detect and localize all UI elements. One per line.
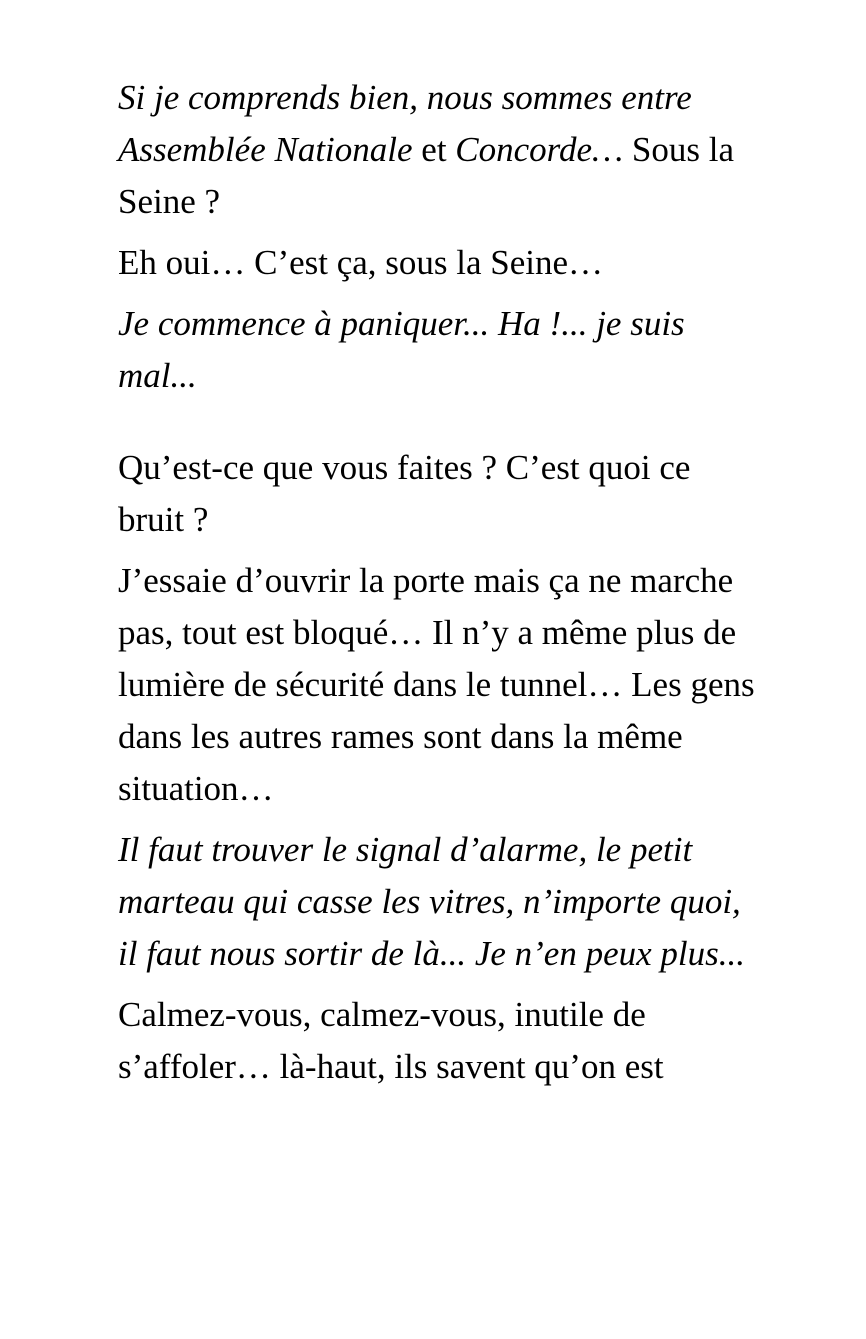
paragraph-2 — [118, 237, 758, 289]
text-segment: Calmez-vous, calmez-vous, inutile de s’affoler… là-haut, ils savent qu’on est — [118, 995, 664, 1086]
document-page — [118, 72, 758, 1102]
text-segment: et — [412, 130, 456, 169]
paragraph-1 — [118, 72, 758, 228]
text-segment: Il faut trouver le signal d’alarme, le petit marteau qui casse les vitres, n’importe quoi, il faut nous sortir de là... Je n’en peux plus... — [118, 830, 746, 973]
text-segment: Sous la Seine ? — [118, 130, 735, 221]
text-segment: Concorde… — [455, 130, 624, 169]
paragraph-7 — [118, 989, 758, 1093]
text-segment: Eh oui… C’est ça, sous la Seine… — [118, 243, 604, 282]
paragraph-4 — [118, 442, 758, 546]
paragraph-3 — [118, 298, 758, 402]
text-segment: Je commence à paniquer... Ha !... je suis mal... — [118, 304, 685, 395]
paragraph-6 — [118, 824, 758, 980]
text-segment: J’essaie d’ouvrir la porte mais ça ne marche pas, tout est bloqué… Il n’y a même plus de lumière de sécurité dans le tunnel… Les gens dans les autres rames sont dans la même situation… — [118, 561, 755, 808]
text-segment: Si je comprends bien, nous sommes entre Assemblée Nationale — [118, 78, 692, 169]
paragraph-5 — [118, 555, 758, 815]
text-segment: Qu’est-ce que vous faites ? C’est quoi ce bruit ? — [118, 448, 691, 539]
